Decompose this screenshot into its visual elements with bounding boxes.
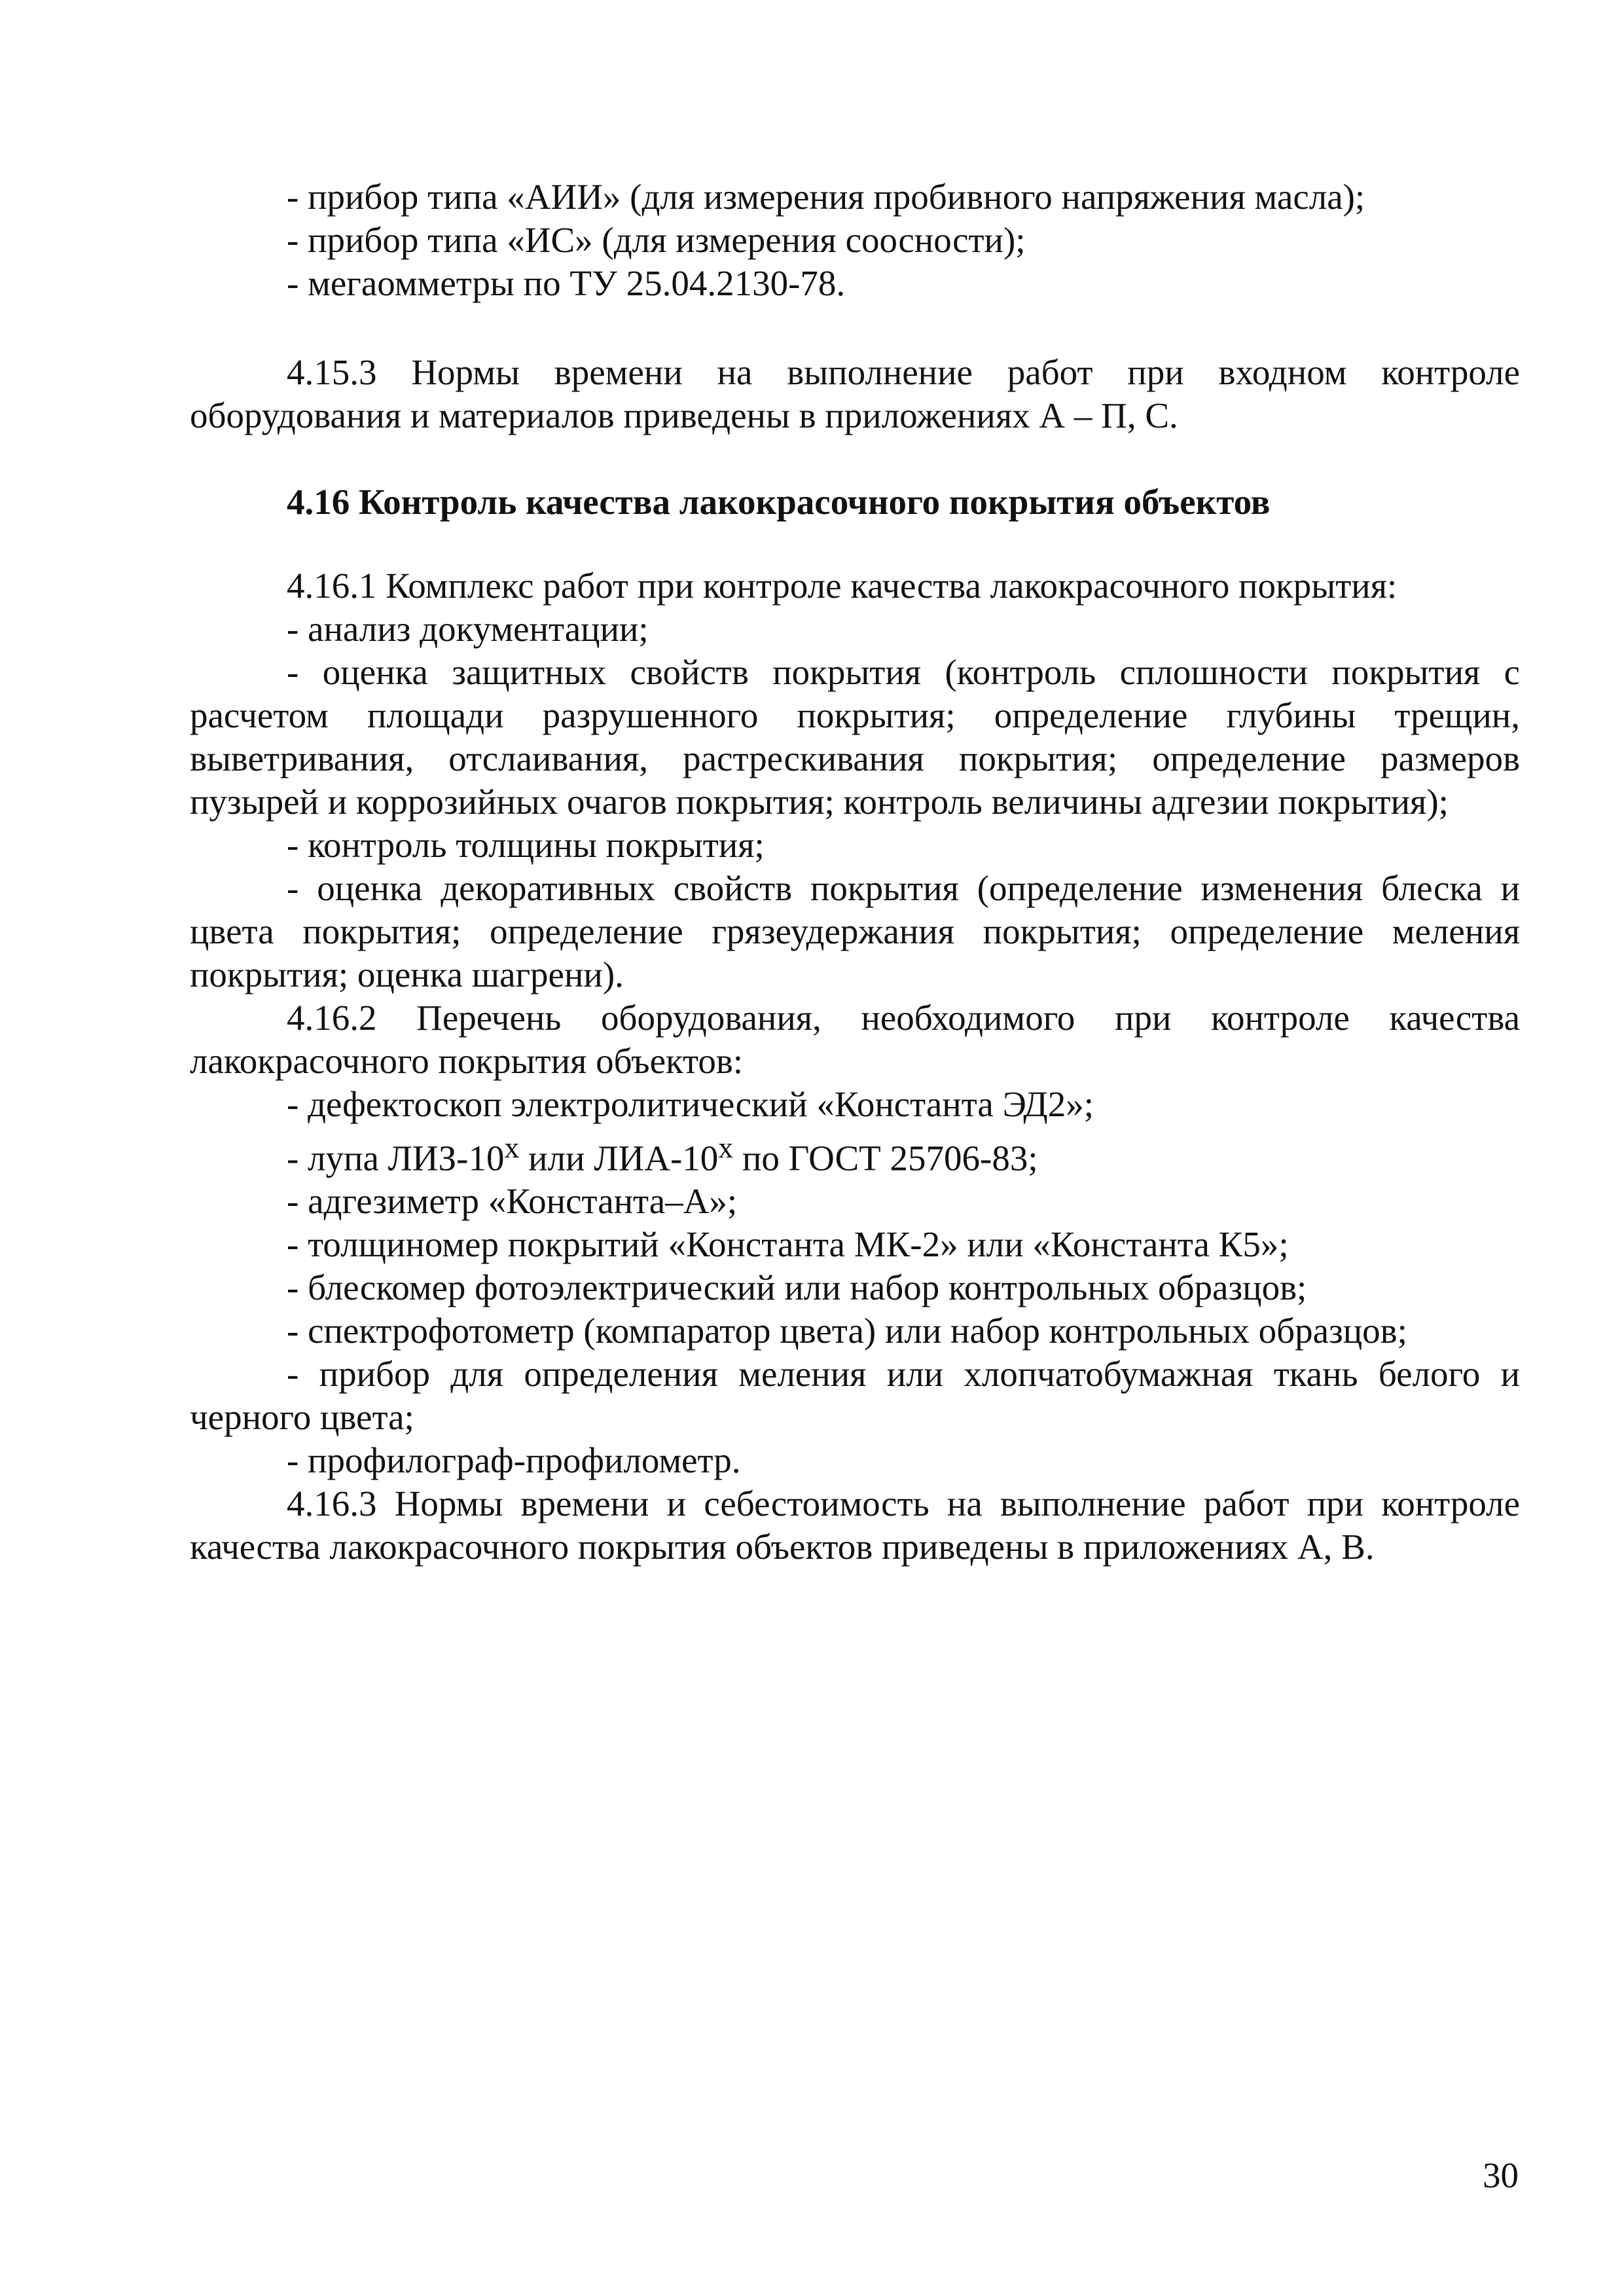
paragraph-4-15-3: 4.15.3 Нормы времени на выполнение работ при входном контроле оборудования и материалов приведены в приложениях А – П, С. — [190, 352, 1520, 435]
paragraph-4-16-2: 4.16.2 Перечень оборудования, необходимого при контроле качества лакокрасочного покрытия объектов: — [190, 998, 1520, 1081]
list-item: - толщиномер покрытий «Константа МК-2» или «Константа К5»; — [287, 1224, 1289, 1265]
superscript: x — [718, 1131, 734, 1164]
list-item: - мегаомметры по ТУ 25.04.2130-78. — [287, 263, 846, 303]
list-item: - спектрофотометр (компаратор цвета) или набор контрольных образцов; — [287, 1311, 1407, 1351]
list-item: - профилограф-профилометр. — [287, 1440, 741, 1481]
list-item: - оценка защитных свойств покрытия (контроль сплошности покрытия с расчетом площади разрушенного покрытия; определение глубины трещин, выветривания, отслаивания, растрескивания покрытия; определение размеров пузырей и коррозийных очагов покрытия; контроль величины адгезии покрытия); — [190, 652, 1520, 822]
paragraph-4-16-1: 4.16.1 Комплекс работ при контроле качества лакокрасочного покрытия: — [287, 566, 1398, 606]
list-item: - прибор типа «ИС» (для измерения соосности); — [287, 220, 1026, 260]
paragraph-4-16-3: 4.16.3 Нормы времени и себестоимость на выполнение работ при контроле качества лакокрасочного покрытия объектов приведены в приложениях А, В. — [190, 1484, 1520, 1567]
list-item-text: по ГОСТ 25706-83; — [733, 1138, 1038, 1178]
list-item: - оценка декоративных свойств покрытия (определение изменения блеска и цвета покрытия; определение грязеудержания покрытия; определение меления покрытия; оценка шагрени). — [190, 868, 1520, 994]
list-item: - блескомер фотоэлектрический или набор контрольных образцов; — [287, 1267, 1307, 1308]
list-item: - анализ документации; — [287, 609, 649, 649]
superscript: x — [504, 1131, 520, 1164]
list-item: - прибор для определения меления или хлопчатобумажная ткань белого и черного цвета; — [190, 1354, 1520, 1438]
list-item: - прибор типа «АИИ» (для измерения пробивного напряжения масла); — [287, 177, 1365, 217]
section-heading-4-16: 4.16 Контроль качества лакокрасочного покрытия объектов — [287, 482, 1271, 522]
list-item: - дефектоскоп электролитический «Константа ЭД2»; — [287, 1084, 1094, 1124]
page-number: 30 — [1483, 2155, 1519, 2195]
page-content — [190, 175, 1520, 1569]
list-item: - адгезиметр «Константа–А»; — [287, 1181, 738, 1222]
list-item-magnifier — [190, 1126, 1520, 1180]
list-item: - контроль толщины покрытия; — [287, 825, 765, 865]
list-item-text: или ЛИА-10 — [519, 1138, 719, 1178]
list-item-text: - лупа ЛИЗ-10 — [287, 1138, 505, 1178]
